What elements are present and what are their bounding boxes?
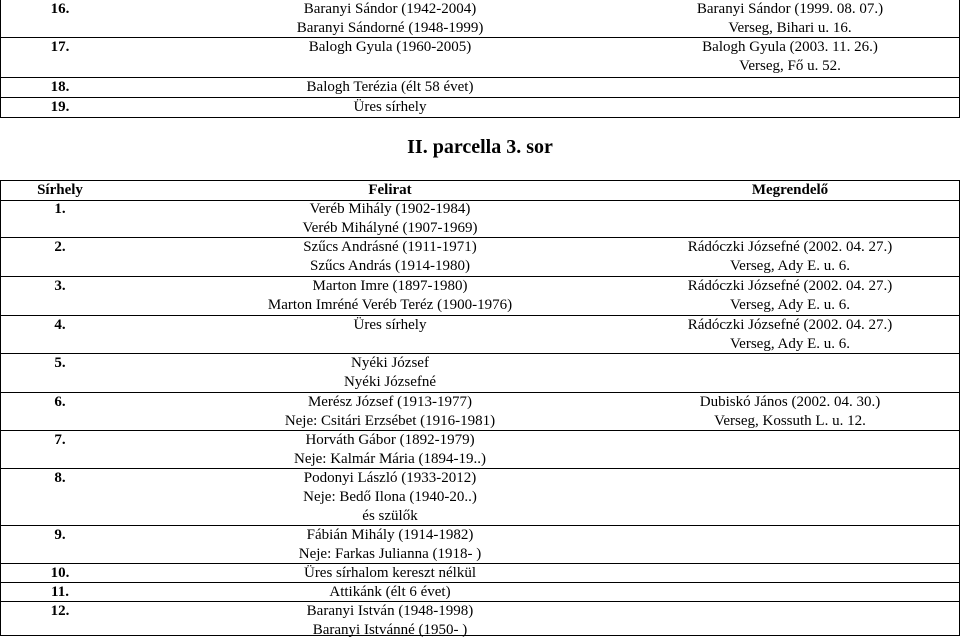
row-number: 2. — [54, 239, 66, 255]
orderer-line: Verseg, Ady E. u. 6. — [730, 297, 850, 313]
inscription-line: Baranyi István (1948-1998) — [306, 603, 474, 619]
inscription — [225, 200, 555, 238]
inscription-line: Podonyi László (1933-2012) — [303, 470, 477, 486]
row-number: 11. — [51, 584, 69, 600]
orderer — [620, 393, 960, 431]
table-row — [0, 238, 960, 277]
inscription-line: Üres sírhely — [353, 99, 427, 115]
inscription-line: Fábián Mihály (1914-1982) — [306, 527, 474, 543]
table-row — [0, 38, 960, 78]
inscription-line: Balogh Terézia (élt 58 évet) — [306, 79, 474, 95]
table-row — [0, 78, 960, 98]
header-felirat: Felirat — [368, 182, 412, 198]
inscription — [225, 38, 555, 57]
inscription-line: Veréb Mihályné (1907-1969) — [302, 220, 478, 236]
table-row — [0, 469, 960, 526]
table-row — [0, 431, 960, 469]
row-number: 9. — [54, 527, 66, 543]
row-number: 5. — [54, 355, 66, 371]
inscription — [225, 469, 555, 526]
inscription-line: Nyéki József — [351, 355, 429, 371]
row-number: 19. — [50, 99, 70, 115]
row-number: 3. — [54, 278, 66, 294]
row-number: 4. — [54, 317, 66, 333]
inscription — [225, 602, 555, 640]
inscription-line: Veréb Mihály (1902-1984) — [309, 201, 471, 217]
orderer — [620, 316, 960, 354]
row-number: 10. — [50, 565, 70, 581]
inscription — [225, 78, 555, 97]
inscription — [225, 0, 555, 38]
inscription-line: Nyéki Józsefné — [343, 374, 437, 390]
table-row — [0, 526, 960, 564]
orderer-line: Rádóczki Józsefné (2002. 04. 27.) — [687, 239, 893, 255]
top-table — [0, 0, 960, 118]
inscription — [225, 564, 555, 583]
row-number: 18. — [50, 79, 70, 95]
inscription-line: Neje: Csitári Erzsébet (1916-1981) — [284, 413, 496, 429]
row-number: 1. — [54, 201, 66, 217]
table-row — [0, 354, 960, 393]
inscription-line: Üres sírhalom kereszt nélkül — [303, 565, 477, 581]
orderer-line: Verseg, Ady E. u. 6. — [730, 258, 850, 274]
inscription — [225, 98, 555, 117]
table-row — [0, 277, 960, 316]
inscription — [225, 354, 555, 392]
row-number: 6. — [54, 394, 66, 410]
inscription-line: Szűcs András (1914-1980) — [310, 258, 470, 274]
inscription-line: Attikánk (élt 6 évet) — [329, 584, 451, 600]
orderer-line: Baranyi Sándor (1999. 08. 07.) — [696, 1, 884, 17]
inscription — [225, 431, 555, 469]
inscription-line: Merész József (1913-1977) — [307, 394, 473, 410]
table-row — [0, 98, 960, 118]
orderer-line: Verseg, Bihari u. 16. — [728, 20, 852, 36]
inscription-line: Baranyi Sándor (1942-2004) — [303, 1, 477, 17]
inscription — [225, 316, 555, 335]
header-sirhely: Sírhely — [37, 182, 83, 198]
row-number: 12. — [50, 603, 70, 619]
table-row — [0, 583, 960, 602]
inscription — [225, 526, 555, 564]
orderer — [620, 0, 960, 38]
inscription-line: Neje: Farkas Julianna (1918- ) — [298, 546, 482, 562]
row-number: 8. — [54, 470, 66, 486]
table-row — [0, 0, 960, 38]
orderer-line: Rádóczki Józsefné (2002. 04. 27.) — [687, 278, 893, 294]
orderer — [620, 38, 960, 76]
orderer-line: Balogh Gyula (2003. 11. 26.) — [702, 39, 878, 55]
table-row — [0, 316, 960, 354]
inscription — [225, 583, 555, 602]
inscription-line: Marton Imréné Veréb Teréz (1900-1976) — [267, 297, 513, 313]
orderer-line: Verseg, Fő u. 52. — [739, 58, 841, 74]
inscription-line: Marton Imre (1897-1980) — [312, 278, 468, 294]
row-number: 7. — [54, 432, 66, 448]
inscription-line: Neje: Kalmár Mária (1894-19..) — [293, 451, 486, 467]
inscription-line: Üres sírhely — [353, 317, 427, 333]
table-row — [0, 200, 960, 238]
inscription — [225, 238, 555, 276]
orderer-line: Verseg, Ady E. u. 6. — [730, 336, 850, 352]
table-row — [0, 393, 960, 431]
orderer — [620, 238, 960, 276]
inscription-line: Horváth Gábor (1892-1979) — [305, 432, 475, 448]
inscription-line: Baranyi Sándorné (1948-1999) — [296, 20, 484, 36]
main-table — [0, 180, 960, 636]
orderer-line: Rádóczki Józsefné (2002. 04. 27.) — [687, 317, 893, 333]
inscription-line: és szülők — [362, 508, 418, 524]
table-row — [0, 602, 960, 636]
inscription-line: Szűcs Andrásné (1911-1971) — [303, 239, 477, 255]
orderer-line: Verseg, Kossuth L. u. 12. — [714, 413, 866, 429]
inscription — [225, 277, 555, 315]
table-header — [0, 180, 960, 201]
row-number: 17. — [50, 39, 70, 55]
table-row — [0, 564, 960, 583]
header-megrendelo: Megrendelő — [751, 182, 829, 198]
orderer — [620, 277, 960, 315]
inscription-line: Baranyi Istvánné (1950- ) — [312, 622, 468, 638]
inscription — [225, 393, 555, 431]
inscription-line: Balogh Gyula (1960-2005) — [308, 39, 472, 55]
section-title: II. parcella 3. sor — [407, 136, 553, 158]
row-number: 16. — [50, 1, 70, 17]
orderer-line: Dubiskó János (2002. 04. 30.) — [699, 394, 881, 410]
inscription-line: Neje: Bedő Ilona (1940-20..) — [303, 489, 477, 505]
